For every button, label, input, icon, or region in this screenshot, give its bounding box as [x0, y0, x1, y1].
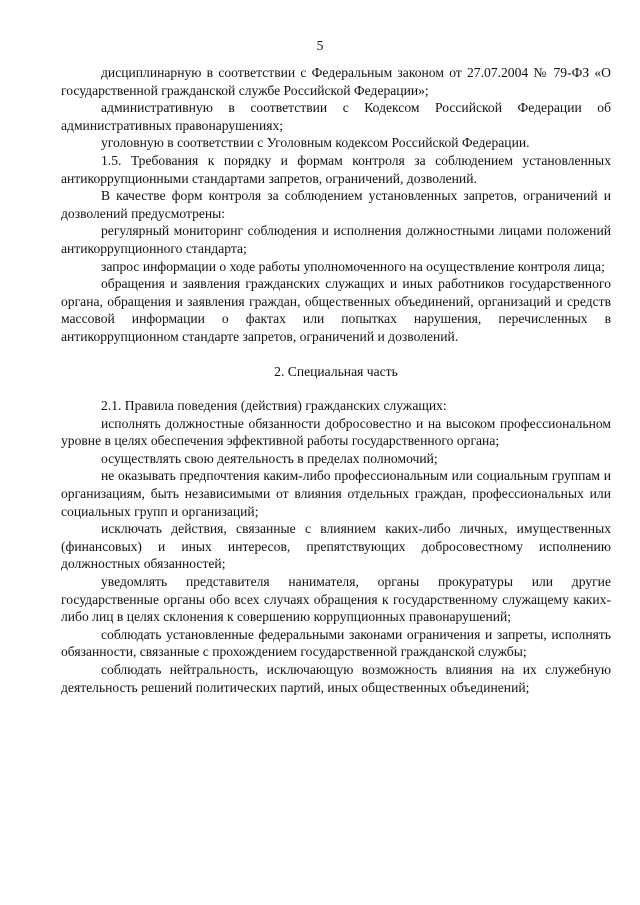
paragraph-control-requirements: 1.5. Требования к порядку и формам контроля за соблюдением установленных антикоррупционными стандартами запретов, ограничений, дозволений. [61, 152, 611, 186]
paragraph-criminal-liability: уголовную в соответствии с Уголовным кодексом Российской Федерации. [101, 135, 530, 151]
paragraph-neutrality: соблюдать нейтральность, исключающую возможность влияния на их служебную деятельность решений политических партий, иных общественных объединений; [61, 662, 611, 695]
paragraph-rules-of-conduct: 2.1. Правила поведения (действия) гражданских служащих: [101, 398, 447, 414]
paragraph-regular-monitoring: регулярный мониторинг соблюдения и исполнения должностными лицами положений антикоррупционного стандарта; [61, 223, 611, 256]
document-body [61, 64, 611, 696]
page-number: 5 [316, 38, 324, 53]
paragraph-observe-restrictions: соблюдать установленные федеральными законами ограничения и запреты, исполнять обязанности, связанные с прохождением государственной гражданской службы; [61, 626, 611, 660]
paragraph-within-authority: осуществлять свою деятельность в пределах полномочий; [101, 450, 438, 466]
paragraph-exclude-interests: исключать действия, связанные с влиянием каких-либо личных, имущественных (финансовых) и иных интересов, препятствующих добросовестному исполнению должностных обязанностей; [61, 521, 611, 572]
paragraph-disciplinary-liability: дисциплинарную в соответствии с Федеральным законом от 27.07.2004 № 79-ФЗ «О государственной гражданской службе Российской Федерации»; [61, 65, 611, 98]
paragraph-information-request: запрос информации о ходе работы уполномоченного на осуществление контроля лица; [101, 258, 605, 274]
paragraph-notify-employer: уведомлять представителя нанимателя, органы прокуратуры или другие государственные органы обо всех случаях обращения к государственному служащему каких-либо лиц в целях склонения к совершению коррупционных правонарушений; [61, 574, 611, 625]
paragraph-no-preference: не оказывать предпочтения каким-либо профессиональным или социальным группам и организациям, быть независимыми от влияния отдельных граждан, профессиональных или социальных групп и организаций; [61, 468, 611, 519]
paragraph-appeals-and-statements: обращения и заявления гражданских служащих и иных работников государственного органа, обращения и заявления граждан, общественных объединений, организаций и средств массовой информации о фактах или попытках нарушения, перечисленных в антикоррупционном стандарте запретов, ограничений и дозволений. [61, 276, 611, 344]
paragraph-control-forms-intro: В качестве форм контроля за соблюдением установленных запретов, ограничений и дозволений предусмотрены: [61, 188, 611, 221]
section-heading: 2. Специальная часть [274, 363, 398, 379]
paragraph-administrative-liability: административную в соответствии с Кодексом Российской Федерации об административных правонарушениях; [61, 100, 611, 133]
paragraph-perform-duties: исполнять должностные обязанности добросовестно и на высоком профессиональном уровне в целях обеспечения эффективной работы государственного органа; [61, 415, 611, 449]
